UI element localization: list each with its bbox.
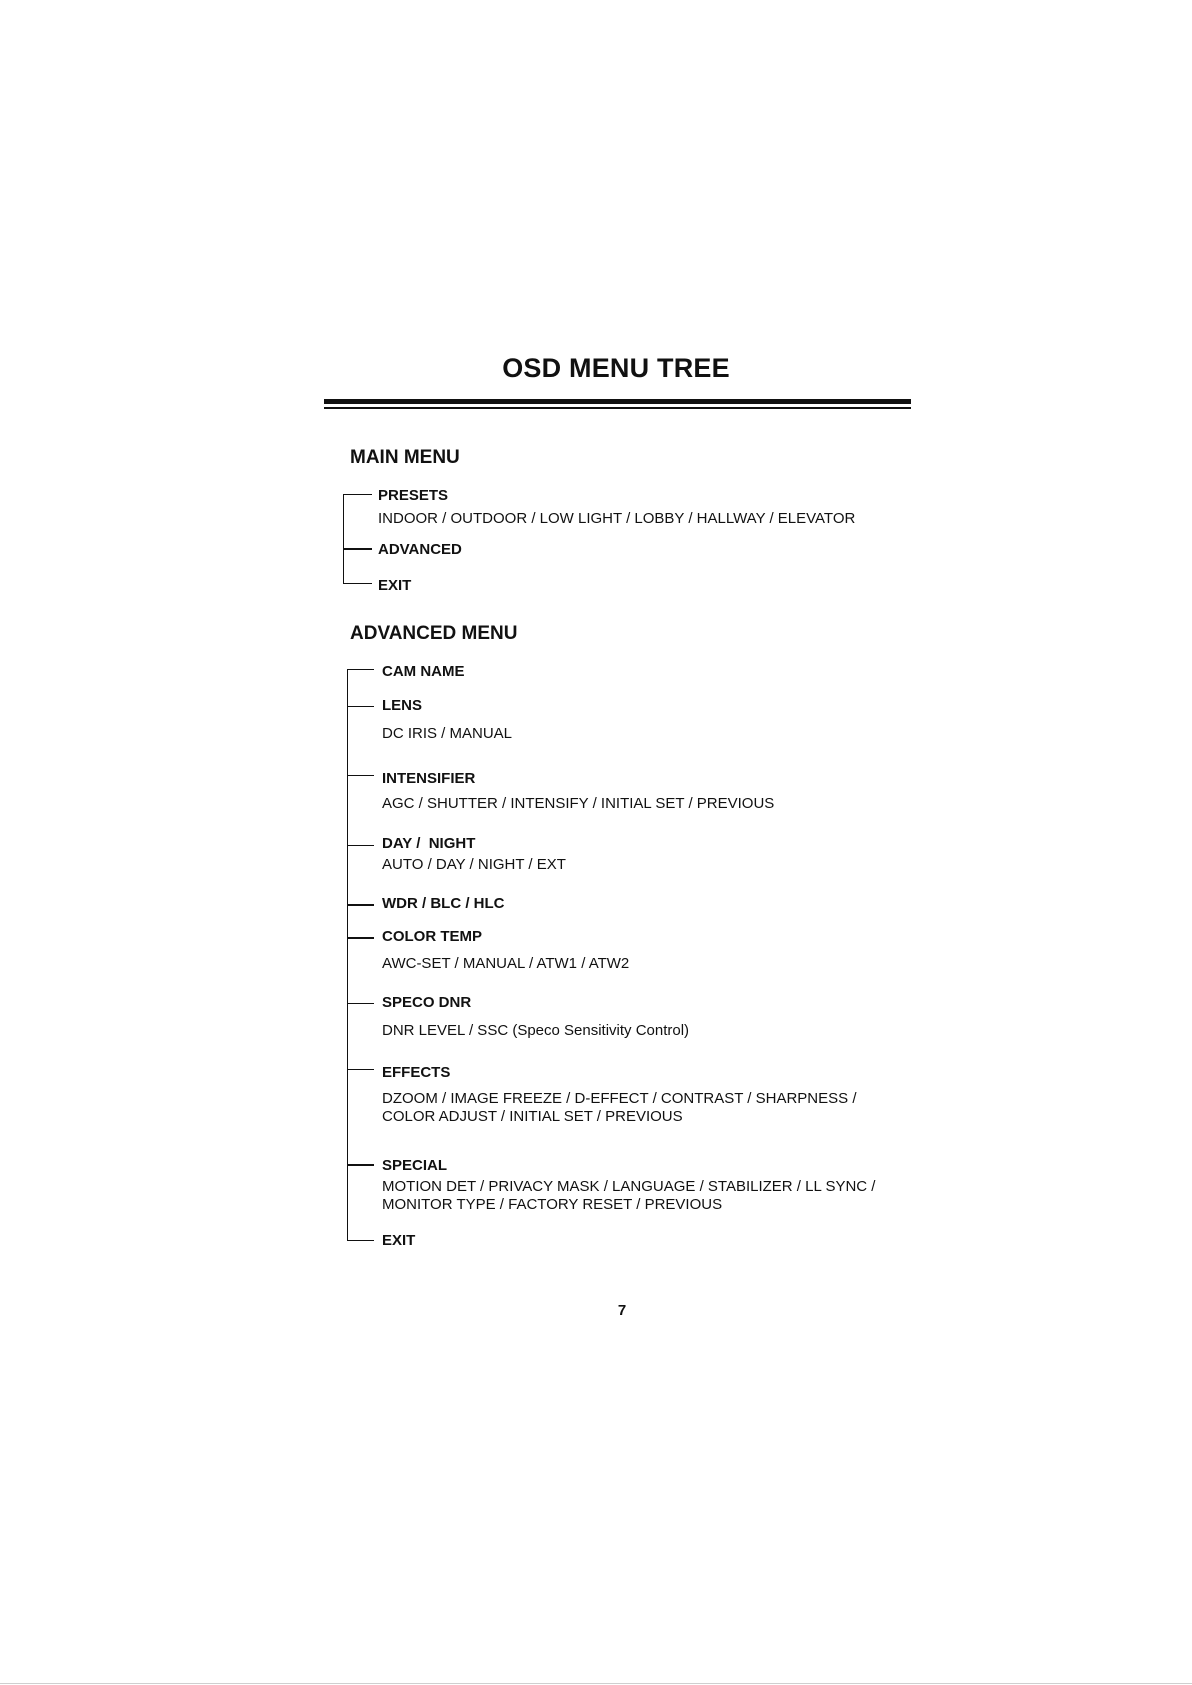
tree-vertical-line [347,669,348,1241]
menu-item-effects-options-line: DZOOM / IMAGE FREEZE / D-EFFECT / CONTRAST / SHARPNESS / [382,1090,857,1107]
tree-branch-line [347,937,374,939]
title-rule-thin [324,407,911,409]
menu-item-speco-dnr: SPECO DNR [382,994,472,1011]
tree-branch-line [347,904,374,906]
advanced-menu-heading: ADVANCED MENU [350,623,518,644]
tree-branch-line [347,1069,374,1070]
menu-item-color-temp-options: AWC-SET / MANUAL / ATW1 / ATW2 [382,955,630,972]
menu-item-lens-options: DC IRIS / MANUAL [382,725,513,742]
menu-item-presets-options: INDOOR / OUTDOOR / LOW LIGHT / LOBBY / HALLWAY / ELEVATOR [378,510,856,527]
tree-branch-line [347,1164,374,1166]
tree-branch-line [347,1240,374,1241]
menu-item-effects: EFFECTS [382,1064,451,1081]
main-menu-heading: MAIN MENU [350,447,460,468]
menu-item-presets: PRESETS [378,487,449,504]
tree-branch-line [343,583,372,584]
title-rule-thick [324,399,911,404]
menu-item-intensifier-options: AGC / SHUTTER / INTENSIFY / INITIAL SET / PREVIOUS [382,795,775,812]
tree-branch-line [347,669,374,670]
menu-item-special-options-line: MOTION DET / PRIVACY MASK / LANGUAGE / STABILIZER / LL SYNC / [382,1178,876,1195]
menu-item-special-options-line: MONITOR TYPE / FACTORY RESET / PREVIOUS [382,1196,723,1213]
menu-item-lens: LENS [382,697,423,714]
page-title: OSD MENU TREE [502,353,730,383]
page-number: 7 [617,1302,627,1319]
menu-item-effects-options-line: COLOR ADJUST / INITIAL SET / PREVIOUS [382,1108,683,1125]
menu-item-cam-name: CAM NAME [382,663,465,680]
menu-item-day-night: DAY / NIGHT [382,835,476,852]
menu-item-advanced: ADVANCED [378,541,462,558]
menu-item-color-temp: COLOR TEMP [382,928,482,945]
tree-branch-line [343,494,372,495]
tree-branch-line [347,706,374,707]
menu-item-intensifier: INTENSIFIER [382,770,476,787]
menu-item-special: SPECIAL [382,1157,448,1174]
tree-branch-line [347,1003,374,1004]
tree-branch-line [347,845,374,846]
tree-branch-line [343,548,372,550]
tree-vertical-line [343,494,344,584]
menu-item-wdr-blc-hlc: WDR / BLC / HLC [382,895,505,912]
menu-item-exit: EXIT [382,1232,416,1249]
menu-item-exit: EXIT [378,577,412,594]
tree-branch-line [347,775,374,776]
page-bottom-border [0,1683,1192,1684]
menu-item-speco-dnr-options: DNR LEVEL / SSC (Speco Sensitivity Control) [382,1022,690,1039]
menu-item-day-night-options: AUTO / DAY / NIGHT / EXT [382,856,566,873]
